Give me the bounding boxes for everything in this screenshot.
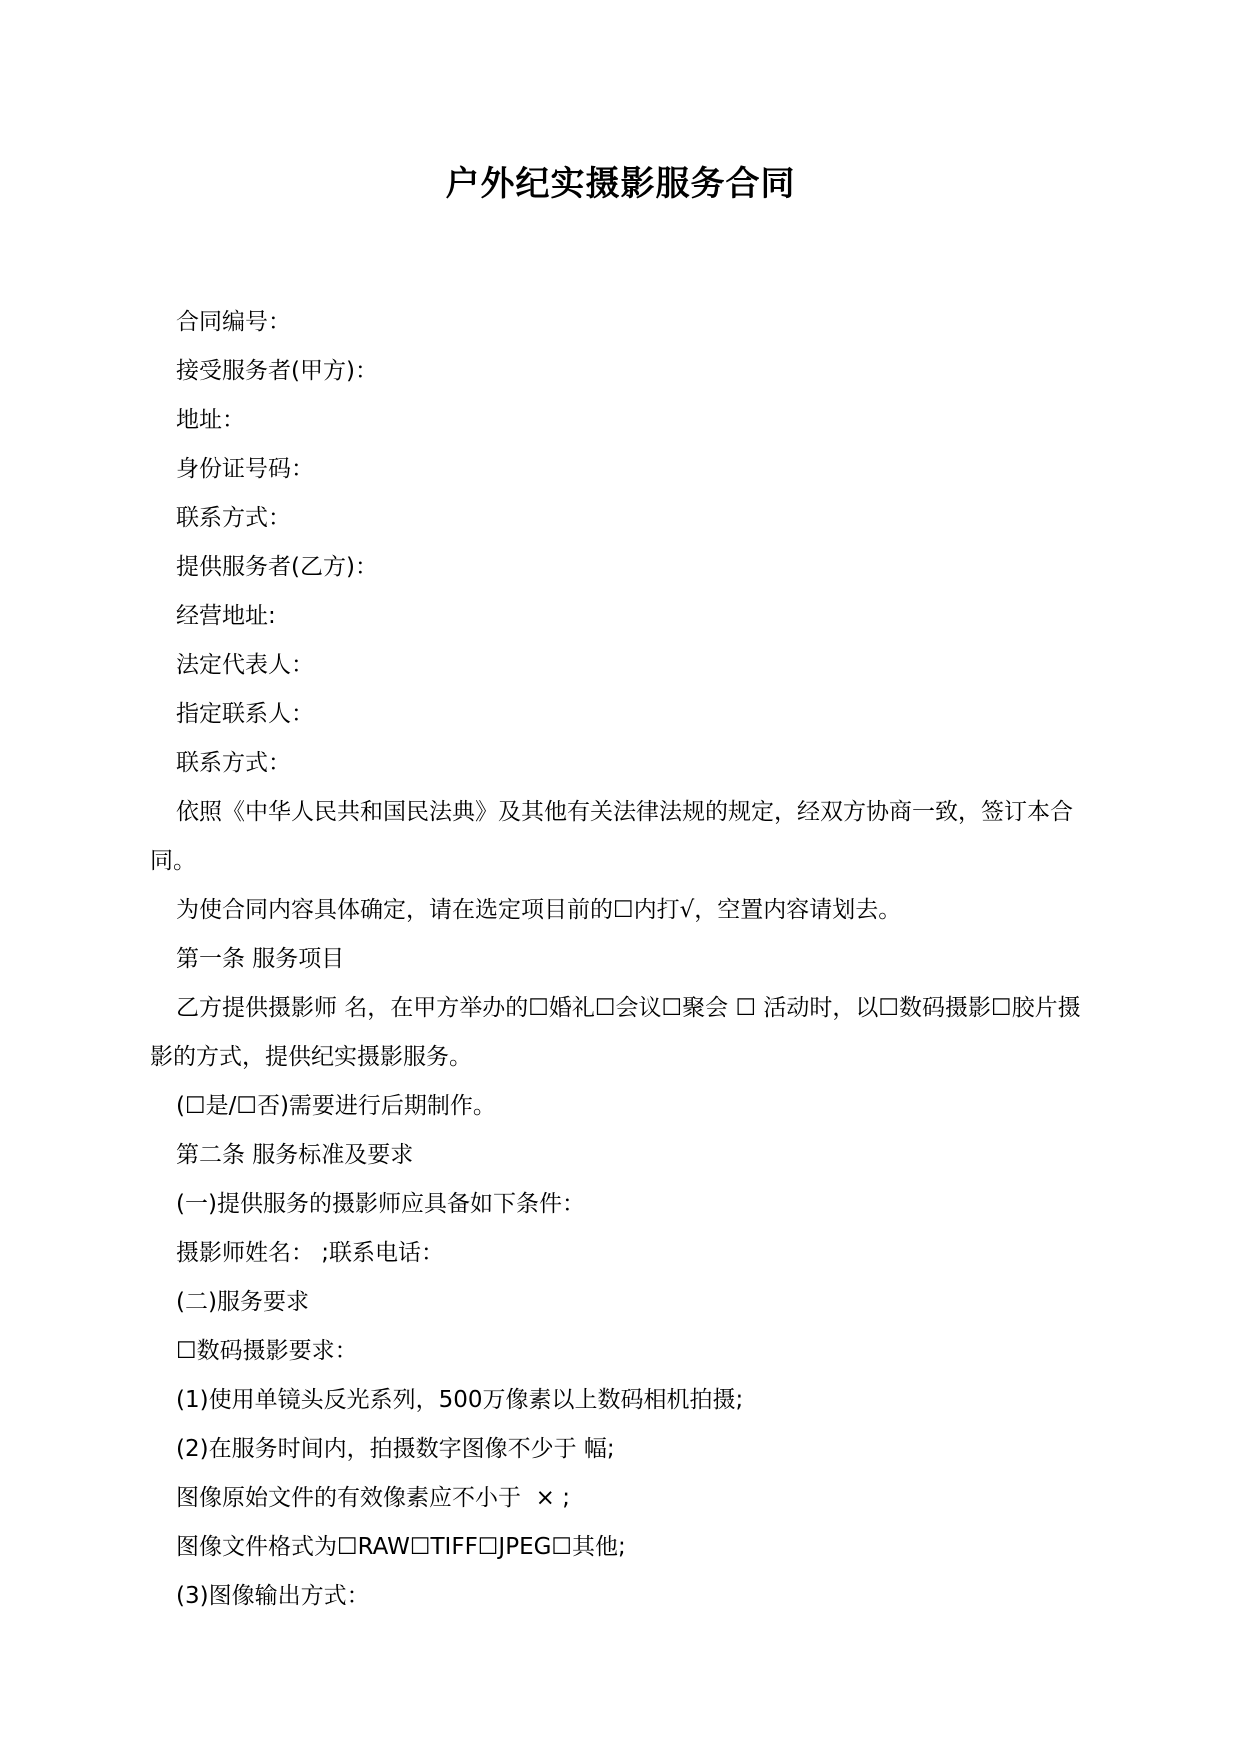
party-a-line: 接受服务者(甲方)： [176,358,378,384]
party-b-address-line: 经营地址: [176,603,276,629]
designated-contact-line: 指定联系人： [176,701,314,727]
requirement-2-line: (2)在服务时间内，拍摄数字图像不少于 幅; [176,1436,615,1462]
article-1-heading: 第一条 服务项目 [176,946,345,972]
digital-requirements-line: ☐数码摄影要求： [176,1338,358,1364]
service-item-paragraph: 乙方提供摄影师 名，在甲方举办的☐婚礼☐会议☐聚会 ☐ 活动时，以☐数码摄影☐胶片摄影的方式，提供纪实摄影服务。 [150,995,1081,1070]
party-a-contact-line: 联系方式： [176,505,291,531]
party-b-contact-line: 联系方式： [176,750,291,776]
party-b-line: 提供服务者(乙方)： [176,554,378,580]
legal-basis-paragraph: 依照《中华人民共和国民法典》及其他有关法律法规的规定，经双方协商一致，签订本合同。 [150,799,1073,874]
post-production-line: (☐是/☐否)需要进行后期制作。 [176,1093,496,1119]
instruction-line: 为使合同内容具体确定，请在选定项目前的☐内打√，空置内容请划去。 [176,897,902,923]
photographer-name-line: 摄影师姓名： ;联系电话： [176,1240,445,1266]
party-a-address-line: 地址： [176,407,245,433]
article-2-heading: 第二条 服务标准及要求 [176,1142,414,1168]
contract-number-line: 合同编号： [176,309,291,335]
service-requirements-heading: (二)服务要求 [176,1289,309,1315]
document-title: 户外纪实摄影服务合同 [445,164,796,204]
pixel-requirement-line: 图像原始文件的有效像素应不小于 × ; [176,1485,570,1511]
party-a-id-line: 身份证号码： [176,456,314,482]
photographer-requirements-line: (一)提供服务的摄影师应具备如下条件： [176,1191,585,1217]
requirement-1-line: (1)使用单镜头反光系列，500万像素以上数码相机拍摄; [176,1387,744,1413]
legal-rep-line: 法定代表人： [176,652,314,678]
file-format-line: 图像文件格式为☐RAW☐TIFF☐JPEG☐其他; [176,1534,626,1560]
output-method-line: (3)图像输出方式： [176,1583,370,1609]
